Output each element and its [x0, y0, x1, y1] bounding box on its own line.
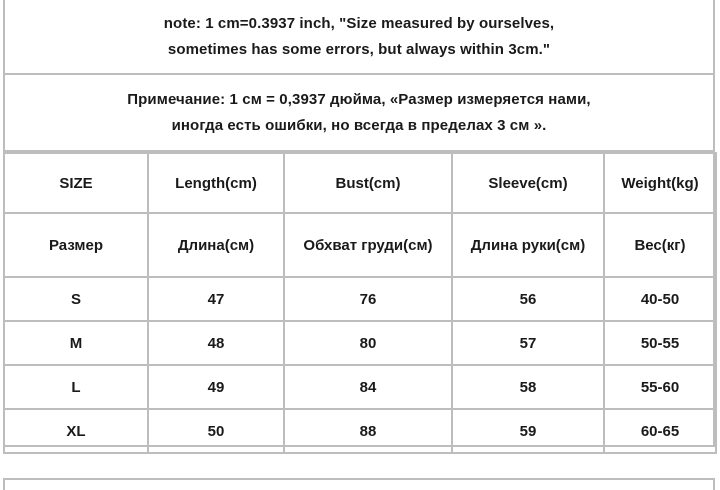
- weight-cell: 55-60: [604, 365, 716, 409]
- sleeve-cell: 59: [452, 409, 604, 453]
- header-length: Length(cm): [148, 153, 284, 213]
- table-row: [4, 365, 716, 409]
- russian-note-line-1: Примечание: 1 см = 0,3937 дюйма, «Размер измеряется нами,: [127, 90, 591, 108]
- weight-cell: 60-65: [604, 409, 716, 453]
- length-cell: 48: [148, 321, 284, 365]
- header-row-english: [4, 153, 716, 213]
- size-cell: L: [4, 365, 148, 409]
- header-bust: Bust(cm): [284, 153, 452, 213]
- header-sleeve-ru: Длина руки(см): [452, 213, 604, 277]
- table-row: [4, 277, 716, 321]
- header-size-ru: Размер: [4, 213, 148, 277]
- length-cell: 47: [148, 277, 284, 321]
- table-row: [4, 409, 716, 453]
- bust-cell: 84: [284, 365, 452, 409]
- bust-cell: 80: [284, 321, 452, 365]
- weight-cell: 40-50: [604, 277, 716, 321]
- bust-cell: 76: [284, 277, 452, 321]
- english-note: [3, 0, 715, 75]
- next-section-box: [3, 478, 715, 490]
- length-cell: 50: [148, 409, 284, 453]
- header-weight-ru: Вес(кг): [604, 213, 716, 277]
- sleeve-cell: 56: [452, 277, 604, 321]
- bust-cell: 88: [284, 409, 452, 453]
- header-length-ru: Длина(см): [148, 213, 284, 277]
- weight-cell: 50-55: [604, 321, 716, 365]
- size-cell: M: [4, 321, 148, 365]
- size-cell: S: [4, 277, 148, 321]
- header-sleeve: Sleeve(cm): [452, 153, 604, 213]
- sleeve-cell: 58: [452, 365, 604, 409]
- size-table: [3, 152, 717, 454]
- header-bust-ru: Обхват груди(см): [284, 213, 452, 277]
- russian-note: [3, 75, 715, 152]
- russian-note-line-2: иногда есть ошибки, но всегда в пределах 3 см ».: [171, 116, 547, 134]
- length-cell: 49: [148, 365, 284, 409]
- header-weight: Weight(kg): [604, 153, 716, 213]
- english-note-line-1: note: 1 cm=0.3937 inch, "Size measured by ourselves,: [163, 14, 555, 32]
- header-row-russian: [4, 213, 716, 277]
- size-cell: XL: [4, 409, 148, 453]
- english-note-line-2: sometimes has some errors, but always within 3cm.": [167, 40, 551, 58]
- sleeve-cell: 57: [452, 321, 604, 365]
- table-row: [4, 321, 716, 365]
- header-size: SIZE: [4, 153, 148, 213]
